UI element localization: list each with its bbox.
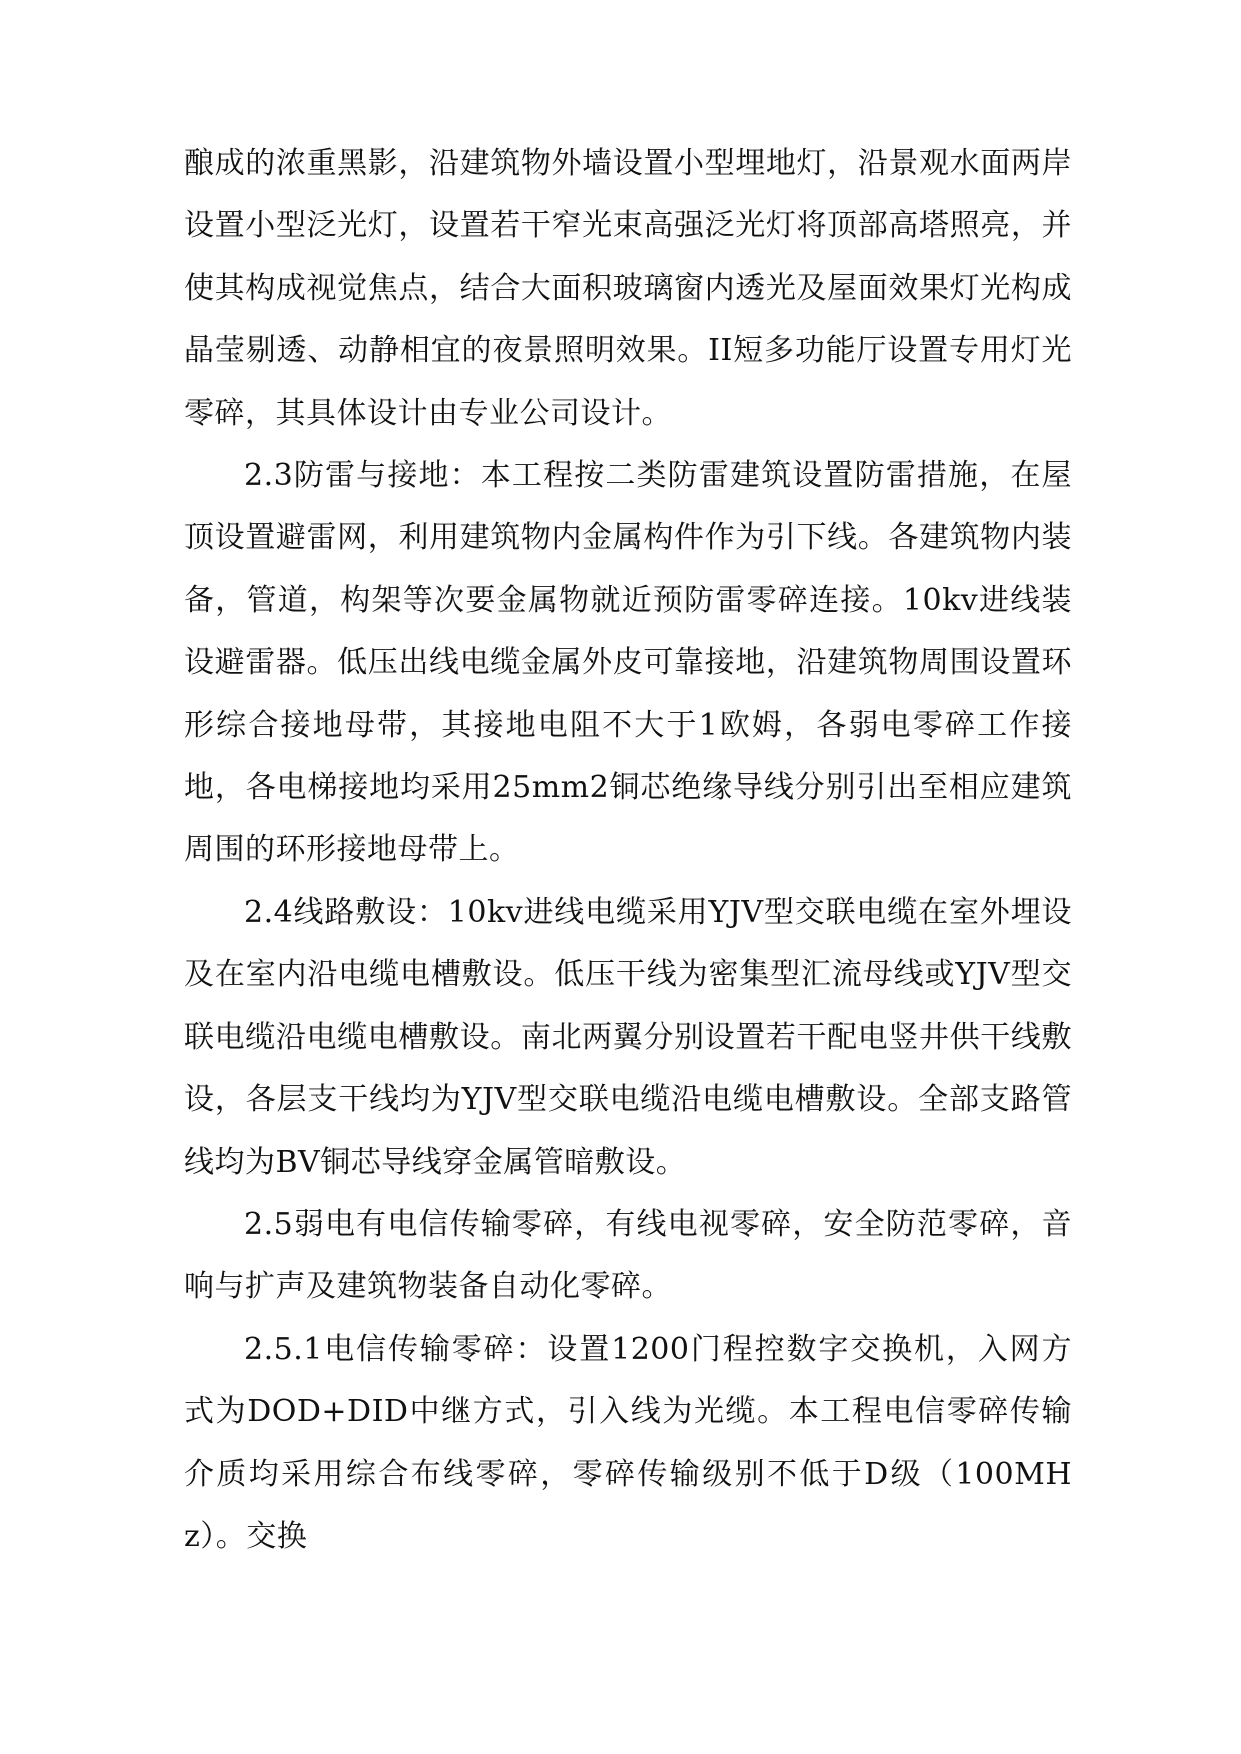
body-text — [184, 133, 1072, 1568]
paragraph-telecom-transmission: 2.5.1电信传输零碎：设置1200门程控数字交换机，入网方式为DOD+DID中继方式，引入线为光缆。本工程电信零碎传输介质均采用综合布线零碎，零碎传输级别不低于D级（100MHz）。交换 — [184, 1331, 1072, 1554]
paragraph-cable-laying: 2.4线路敷设：10kv进线电缆采用YJV型交联电缆在室外埋设及在室内沿电缆电槽敷设。低压干线为密集型汇流母线或YJV型交联电缆沿电缆电槽敷设。南北两翼分别设置若干配电竖井供干线敷设，各层支干线均为YJV型交联电缆沿电缆电槽敷设。全部支路管线均为BV铜芯导线穿金属管暗敷设。 — [184, 894, 1072, 1180]
paragraph-lightning-grounding: 2.3防雷与接地：本工程按二类防雷建筑设置防雷措施，在屋顶设置避雷网，利用建筑物内金属构件作为引下线。各建筑物内装备，管道，构架等次要金属物就近预防雷零碎连接。10kv进线装设避雷器。低压出线电缆金属外皮可靠接地，沿建筑物周围设置环形综合接地母带，其接地电阻不大于1欧姆，各弱电零碎工作接地，各电梯接地均采用25mm2铜芯绝缘导线分别引出至相应建筑周围的环形接地母带上。 — [184, 458, 1072, 868]
paragraph-lighting-continued: 酿成的浓重黑影，沿建筑物外墙设置小型埋地灯，沿景观水面两岸设置小型泛光灯，设置若干窄光束高强泛光灯将顶部高塔照亮，并使其构成视觉焦点，结合大面积玻璃窗内透光及屋面效果灯光构成晶莹剔透、动静相宜的夜景照明效果。II短多功能厅设置专用灯光零碎，其具体设计由专业公司设计。 — [184, 146, 1072, 431]
paragraph-weak-current: 2.5弱电有电信传输零碎，有线电视零碎，安全防范零碎，音响与扩声及建筑物装备自动化零碎。 — [184, 1206, 1072, 1305]
